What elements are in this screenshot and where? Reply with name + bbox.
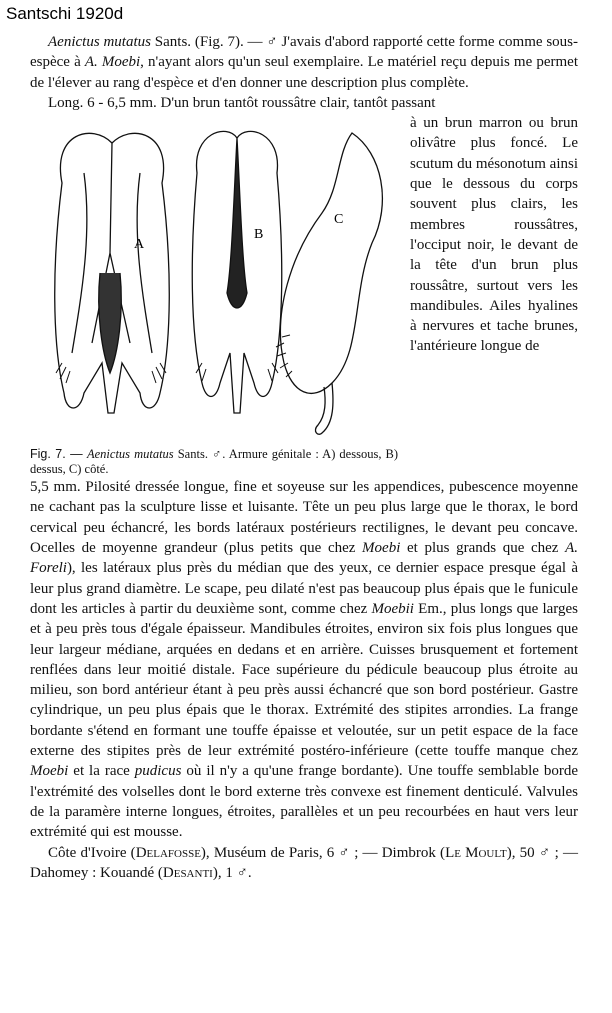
figure-c-drawing bbox=[276, 133, 382, 434]
figure-label-a: A bbox=[134, 237, 145, 253]
figure-label-c: C bbox=[334, 212, 344, 228]
paragraph-localities: Côte d'Ivoire (Delafosse), Muséum de Paris, 6 ♂ ; — Dimbrok (Le Moult), 50 ♂ ; — Dahomey : Kouandé (Desanti), 1 ♂. bbox=[30, 844, 579, 881]
figure-a-drawing bbox=[55, 134, 170, 414]
paragraph-description: 5,5 mm. Pilosité dressée longue, fine et soyeuse sur les appendices, pubescence moyenne ne cachant pas la sculpture lisse et luisante. Tête un peu plus large que le thorax, le bord cervical peu échancré, les bords latéraux postérieurs rectilignes, le devant peu concave. Ocelles de moyenne grandeur (plus petits que chez Moebi et plus grands que chez A. Foreli), les latéraux plus près du médian que des yeux, ce dernier espace presque égal à leur plus grand diamètre. Le scape, peu dilaté n'est pas beaucoup plus épais que le funicule dont les articles à partir du deuxième sont, comme chez Moebii Em., plus longs que larges et à peu près tous d'égale épaisseur. Mandibules étroites, environ six fois plus longues que leur largeur médiane, arquées en dedans et en arrière. Cuisses brusquement et fortement renflées dans leur moitié distale. Face supérieure du pédicule beaucoup plus étroite au milieu, son bord antérieur étant à peu près aussi échancré que son bord postérieur. Gastre cylindrique, un peu plus épais que le thorax. Extrémité des stipites arrondies. La frange bordante s'étend en formant une touffe épaisse et veloutée, sur un petit espace de la face externe des stipites près de leur extrémité postéro-inférieure (cette touffe manque chez Moebi et la race pudicus où il n'y a qu'une frange bordante). Une touffe semblable borde l'extrémité des volselles dont le bord externe très convexe est finement denticulé. Valvules de la paramère interne longues, étroites, parallèles et un peu recourbées en haut vers leur extrémité qui est mousse. bbox=[30, 479, 579, 841]
paragraph-side-text: à un brun marron ou brun olivâtre plus foncé. Le scutum du mésonotum ainsi que le dessous du corps souvent plus clairs, les membres roussâtres, l'occiput noir, le devant de la tête d'un brun plus roussâtre, surtout vers les mandibules. Ailes hyalines à nervures et tache brunes, l'antérieure longue de bbox=[410, 115, 578, 355]
figure-caption: Fig. 7. — Aenictus mutatus Sants. ♂. Armure génitale : A) dessous, B) dessus, C) côté. bbox=[30, 447, 398, 477]
paragraph-length-line: Long. 6 - 6,5 mm. D'un brun tantôt roussâtre clair, tantôt passant bbox=[48, 94, 436, 111]
paragraph-intro: Aenictus mutatus Sants. (Fig. 7). — ♂ J'avais d'abord rapporté cette forme comme sous-espèce à A. Moebi, n'ayant alors qu'un seul exemplaire. Le matériel reçu depuis me permet de l'élever au rang d'espèce et d'en donner une description plus complète. bbox=[30, 34, 579, 91]
figure-label-b: B bbox=[254, 227, 264, 243]
source-label: Santschi 1920d bbox=[6, 4, 124, 23]
genitalia-figure bbox=[22, 113, 392, 443]
figure-row bbox=[30, 113, 578, 477]
species-name: Aenictus mutatus bbox=[48, 34, 151, 50]
figure-b-drawing bbox=[192, 132, 281, 414]
document-page bbox=[30, 32, 578, 883]
figure-7 bbox=[30, 113, 410, 477]
